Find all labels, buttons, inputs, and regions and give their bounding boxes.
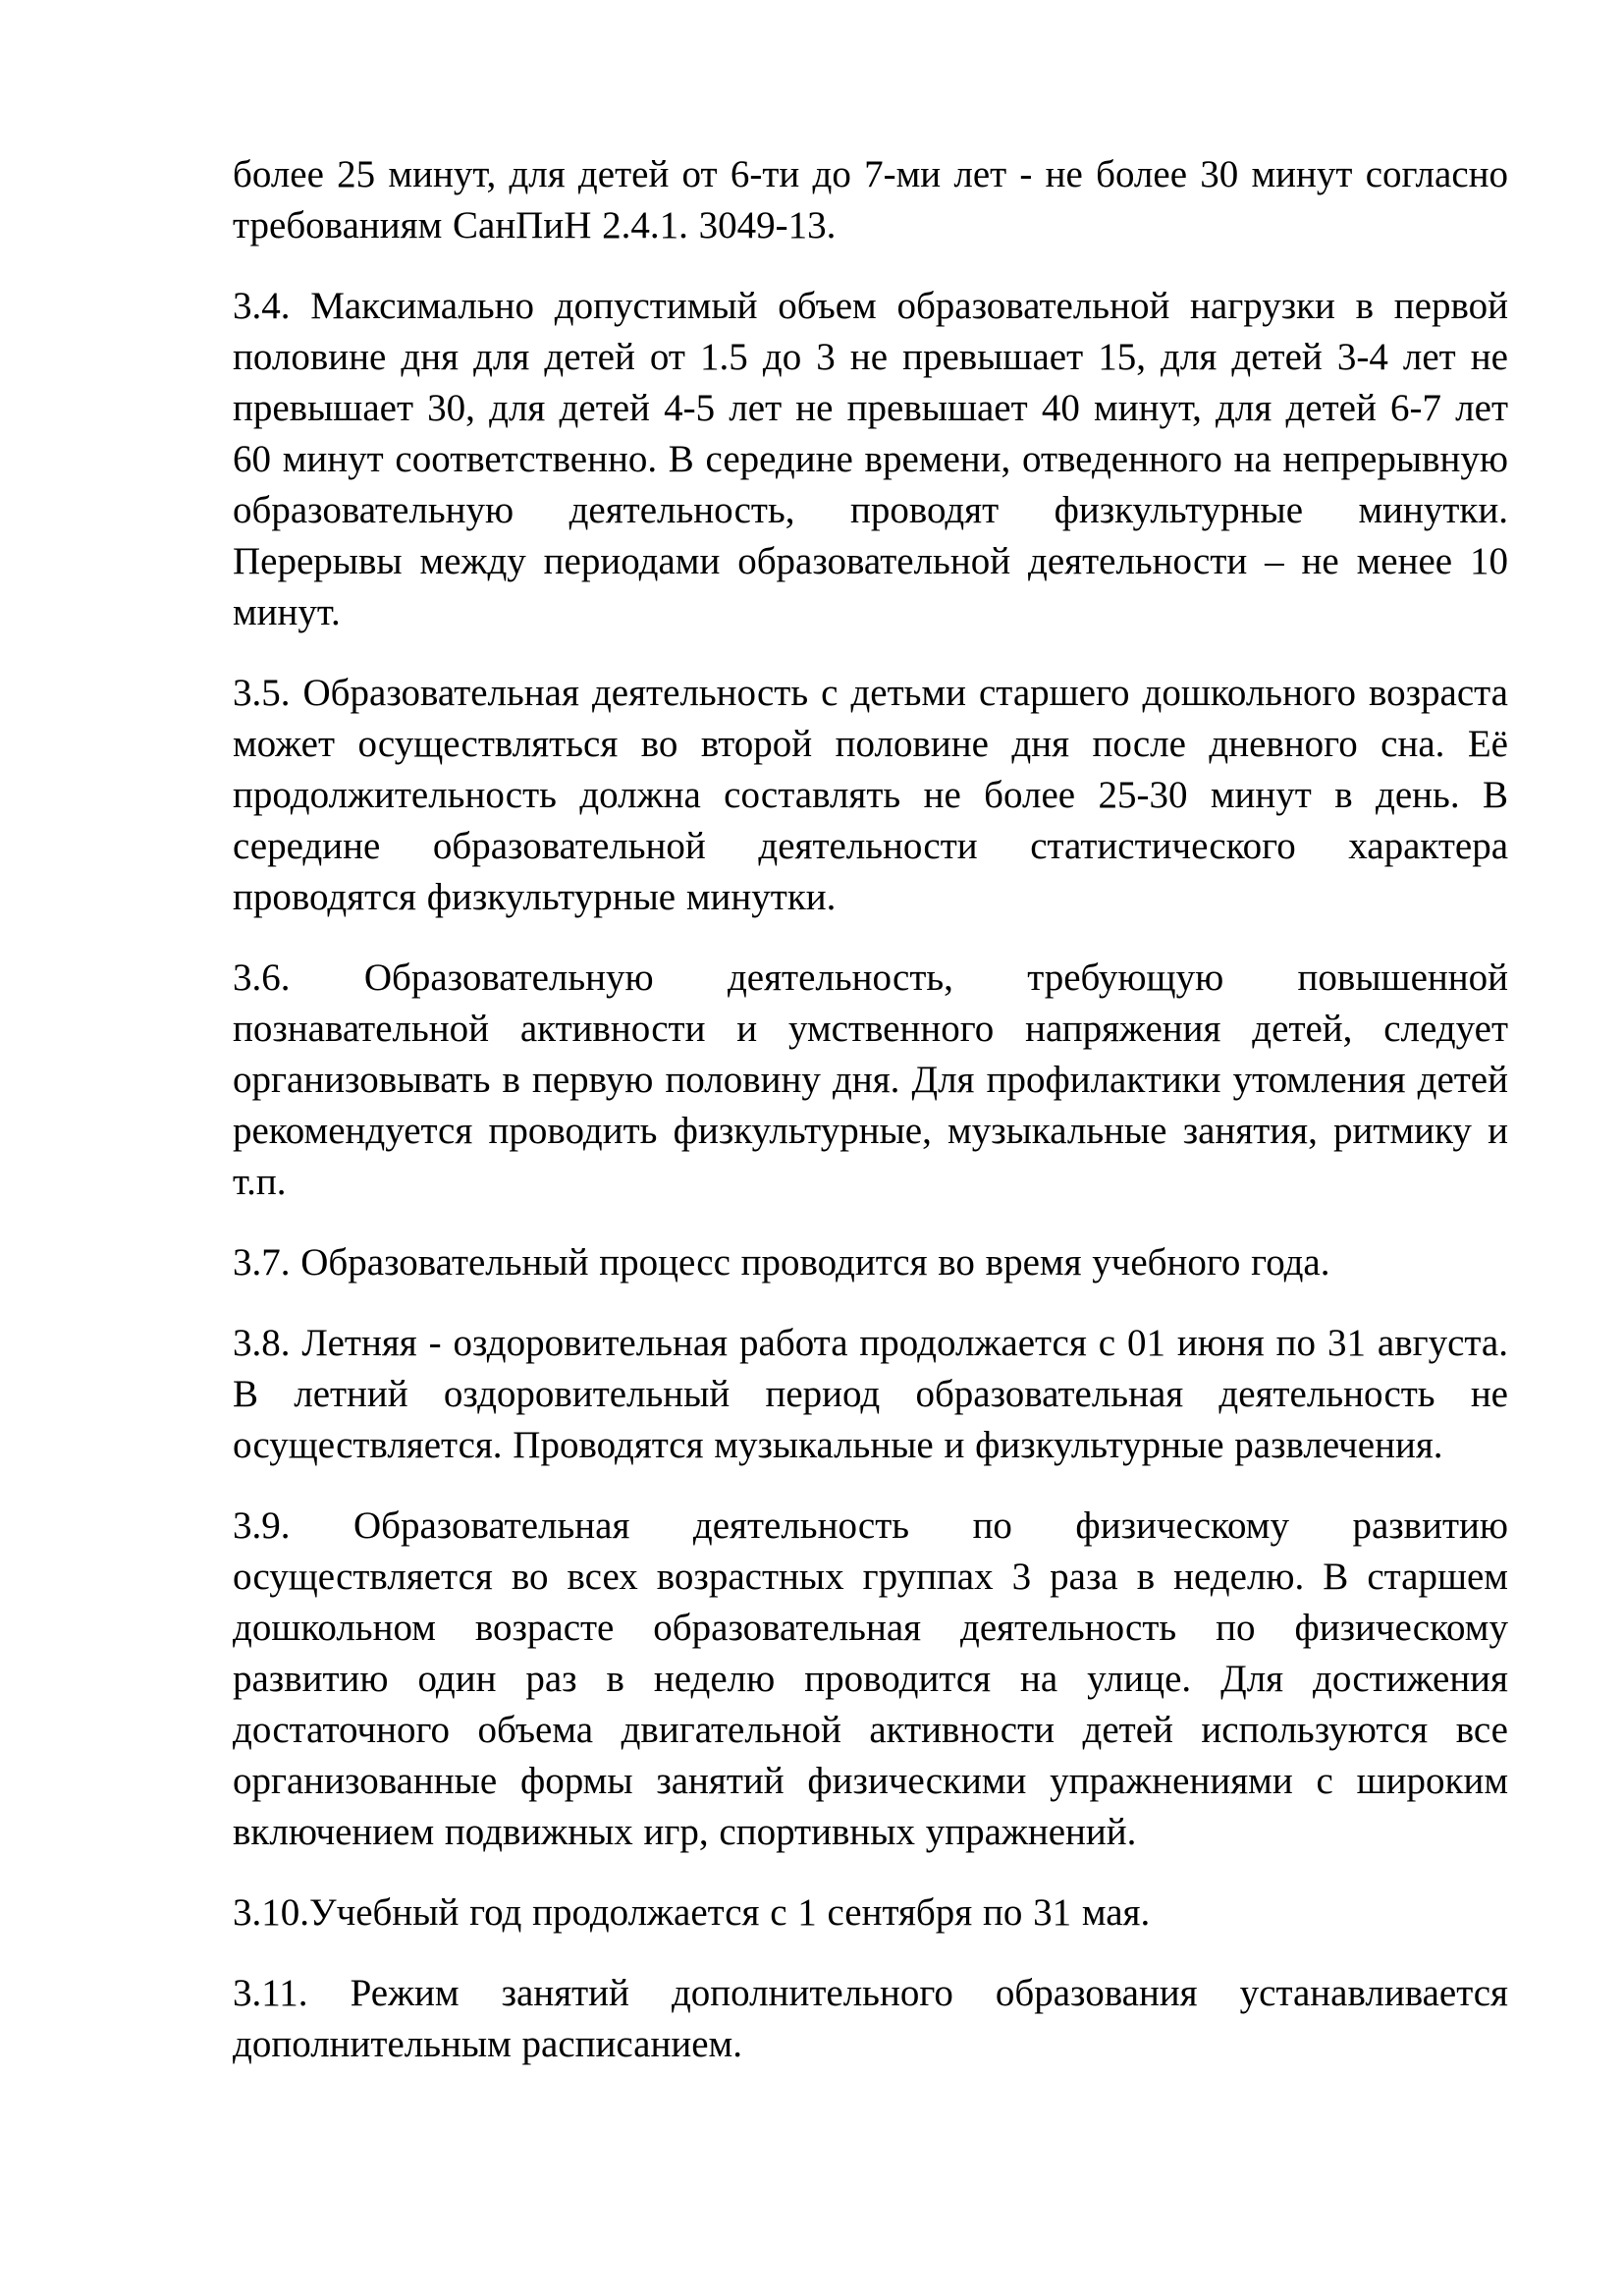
paragraph-3-11: 3.11. Режим занятий дополнительного образования устанавливается дополнительным расписанием. [233,1972,1508,2065]
paragraph-3-7: 3.7. Образовательный процесс проводится во время учебного года. [233,1241,1330,1284]
paragraph-3-4: 3.4. Максимально допустимый объем образовательной нагрузки в первой половине дня для детей от 1.5 до 3 не превышает 15, для детей 3-4 лет не превышает 30, для детей 4-5 лет не превышает 40 минут, для детей 6-7 лет 60 минут соответственно. В середине времени, отведенного на непрерывную образовательную деятельность, проводят физкультурные минутки. Перерывы между периодами образовательной деятельности – не менее 10 минут. [233,285,1508,633]
paragraph-3-5: 3.5. Образовательная деятельность с детьми старшего дошкольного возраста может осуществляться во второй половине дня после дневного сна. Её продолжительность должна составлять не более 25-30 минут в день. В середине образовательной деятельности статистического характера проводятся физкультурные минутки. [233,672,1508,918]
paragraph-3-6: 3.6. Образовательную деятельность, требующую повышенной познавательной активности и умственного напряжения детей, следует организовывать в первую половину дня. Для профилактики утомления детей рекомендуется проводить физкультурные, музыкальные занятия, ритмику и т.п. [233,957,1508,1203]
paragraph-3-8: 3.8. Летняя - оздоровительная работа продолжается с 01 июня по 31 августа. В летний оздоровительный период образовательная деятельность не осуществляется. Проводятся музыкальные и физкультурные развлечения. [233,1322,1508,1466]
paragraph-3-9: 3.9. Образовательная деятельность по физическому развитию осуществляется во всех возрастных группах 3 раза в неделю. В старшем дошкольном возрасте образовательная деятельность по физическому развитию один раз в неделю проводится на улице. Для достижения достаточного объема двигательной активности детей используются все организованные формы занятий физическими упражнениями с широким включением подвижных игр, спортивных упражнений. [233,1504,1508,1853]
paragraph-3-10: 3.10.Учебный год продолжается с 1 сентября по 31 мая. [233,1891,1151,1934]
document-text-block [233,149,1508,2100]
paragraph-continuation: более 25 минут, для детей от 6-ти до 7-ми лет - не более 30 минут согласно требованиям СанПиН 2.4.1. 3049-13. [233,153,1508,246]
